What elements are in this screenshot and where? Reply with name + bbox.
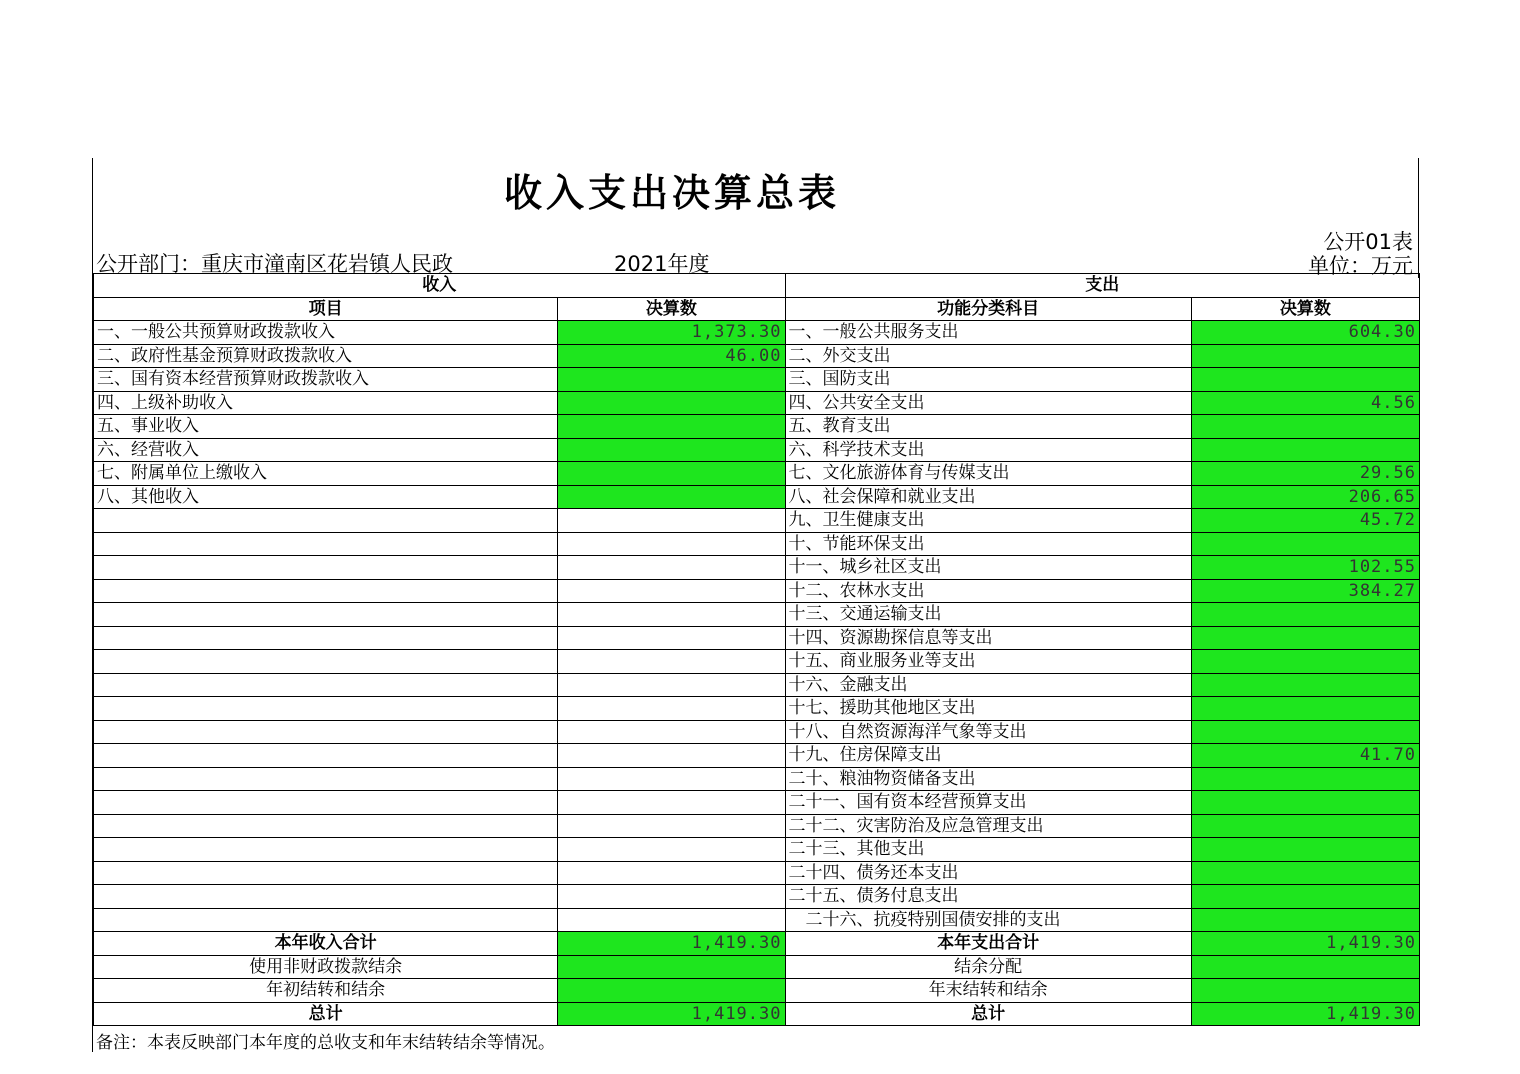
income-item [94, 767, 558, 791]
summary-expense-label: 结余分配 [785, 955, 1191, 979]
income-item: 六、经营收入 [94, 438, 558, 462]
expense-item: 二十二、灾害防治及应急管理支出 [785, 814, 1191, 838]
footnote: 备注：本表反映部门本年度的总收支和年末结转结余等情况。 [96, 1033, 555, 1053]
expense-item: 四、公共安全支出 [785, 391, 1191, 415]
summary-income-amount: 1,419.30 [558, 932, 785, 956]
income-amount [558, 861, 785, 885]
summary-expense-amount [1191, 979, 1419, 1003]
income-amount [558, 415, 785, 439]
expense-item: 一、一般公共服务支出 [785, 321, 1191, 345]
expense-item: 二十一、国有资本经营预算支出 [785, 791, 1191, 815]
table-row [94, 462, 1420, 486]
expense-amount [1191, 861, 1419, 885]
expense-item: 十六、金融支出 [785, 673, 1191, 697]
summary-income-label: 总计 [94, 1002, 558, 1026]
income-item [94, 885, 558, 909]
income-item [94, 603, 558, 627]
expense-amount [1191, 626, 1419, 650]
expense-item: 十二、农林水支出 [785, 579, 1191, 603]
summary-expense-amount: 1,419.30 [1191, 932, 1419, 956]
income-item [94, 744, 558, 768]
summary-income-label: 本年收入合计 [94, 932, 558, 956]
expense-header: 支出 [785, 274, 1420, 298]
expense-amount: 29.56 [1191, 462, 1419, 486]
income-header: 收入 [94, 274, 786, 298]
income-amount [558, 838, 785, 862]
expense-amount: 604.30 [1191, 321, 1419, 345]
income-amount [558, 908, 785, 932]
income-item: 三、国有资本经营预算财政拨款收入 [94, 368, 558, 392]
income-amount [558, 603, 785, 627]
income-amount [558, 744, 785, 768]
summary-income-amount [558, 979, 785, 1003]
income-amount [558, 791, 785, 815]
expense-item: 二十五、债务付息支出 [785, 885, 1191, 909]
income-amount [558, 509, 785, 533]
income-amount [558, 462, 785, 486]
expense-amount [1191, 532, 1419, 556]
table-row [94, 720, 1420, 744]
summary-expense-label: 总计 [785, 1002, 1191, 1026]
expense-amount [1191, 838, 1419, 862]
table-row [94, 532, 1420, 556]
income-item: 五、事业收入 [94, 415, 558, 439]
page-title: 收入支出决算总表 [503, 171, 840, 215]
income-item: 七、附属单位上缴收入 [94, 462, 558, 486]
income-amount [558, 438, 785, 462]
income-amount [558, 885, 785, 909]
income-amount [558, 391, 785, 415]
table-row [94, 556, 1420, 580]
expense-amount [1191, 368, 1419, 392]
expense-amount: 384.27 [1191, 579, 1419, 603]
income-amount [558, 532, 785, 556]
income-amount [558, 650, 785, 674]
income-item [94, 626, 558, 650]
expense-amount [1191, 697, 1419, 721]
table-row [94, 438, 1420, 462]
income-item [94, 509, 558, 533]
table-row [94, 344, 1420, 368]
expense-item: 七、文化旅游体育与传媒支出 [785, 462, 1191, 486]
income-amount [558, 579, 785, 603]
income-amount [558, 720, 785, 744]
expense-item: 十、节能环保支出 [785, 532, 1191, 556]
expense-amount [1191, 438, 1419, 462]
income-amount [558, 485, 785, 509]
table-row [94, 861, 1420, 885]
income-item [94, 791, 558, 815]
table-row [94, 744, 1420, 768]
income-item [94, 814, 558, 838]
summary-income-amount [558, 955, 785, 979]
summary-income-amount: 1,419.30 [558, 1002, 785, 1026]
expense-amount [1191, 415, 1419, 439]
summary-row [94, 955, 1420, 979]
table-row [94, 767, 1420, 791]
expense-item: 九、卫生健康支出 [785, 509, 1191, 533]
amount-header: 决算数 [558, 297, 785, 321]
expense-item: 十一、城乡社区支出 [785, 556, 1191, 580]
income-item [94, 720, 558, 744]
income-item [94, 579, 558, 603]
table-row [94, 321, 1420, 345]
income-item [94, 838, 558, 862]
table-row [94, 673, 1420, 697]
income-item [94, 556, 558, 580]
table-row [94, 650, 1420, 674]
expense-amount [1191, 720, 1419, 744]
expense-amount [1191, 603, 1419, 627]
expense-amount [1191, 767, 1419, 791]
budget-table [93, 273, 1420, 1026]
summary-expense-amount [1191, 955, 1419, 979]
expense-item: 二十、粮油物资储备支出 [785, 767, 1191, 791]
expense-item: 六、科学技术支出 [785, 438, 1191, 462]
table-row [94, 838, 1420, 862]
summary-row [94, 1002, 1420, 1026]
income-amount [558, 626, 785, 650]
func-item-header: 功能分类科目 [785, 297, 1191, 321]
table-row [94, 626, 1420, 650]
item-header: 项目 [94, 297, 558, 321]
expense-item: 十八、自然资源海洋气象等支出 [785, 720, 1191, 744]
table-row [94, 485, 1420, 509]
income-item [94, 908, 558, 932]
expense-item: 三、国防支出 [785, 368, 1191, 392]
income-item [94, 861, 558, 885]
expense-amount [1191, 344, 1419, 368]
expense-amount: 4.56 [1191, 391, 1419, 415]
summary-expense-amount: 1,419.30 [1191, 1002, 1419, 1026]
expense-amount [1191, 885, 1419, 909]
summary-row [94, 932, 1420, 956]
expense-item: 二十六、抗疫特别国债安排的支出 [785, 908, 1191, 932]
expense-amount [1191, 908, 1419, 932]
income-item: 八、其他收入 [94, 485, 558, 509]
expense-amount [1191, 791, 1419, 815]
income-amount [558, 556, 785, 580]
income-item: 二、政府性基金预算财政拨款收入 [94, 344, 558, 368]
table-row [94, 697, 1420, 721]
summary-expense-label: 本年支出合计 [785, 932, 1191, 956]
table-row [94, 368, 1420, 392]
income-amount [558, 368, 785, 392]
income-amount: 46.00 [558, 344, 785, 368]
expense-item: 十七、援助其他地区支出 [785, 697, 1191, 721]
expense-item: 五、教育支出 [785, 415, 1191, 439]
summary-row [94, 979, 1420, 1003]
table-row [94, 415, 1420, 439]
amount2-header: 决算数 [1191, 297, 1419, 321]
income-amount [558, 814, 785, 838]
expense-amount: 206.65 [1191, 485, 1419, 509]
table-number-label: 公开01表 [1323, 230, 1413, 254]
summary-income-label: 使用非财政拨款结余 [94, 955, 558, 979]
table-row [94, 391, 1420, 415]
expense-amount [1191, 814, 1419, 838]
table-row [94, 603, 1420, 627]
income-amount [558, 697, 785, 721]
income-item: 一、一般公共预算财政拨款收入 [94, 321, 558, 345]
expense-amount: 41.70 [1191, 744, 1419, 768]
table-row [94, 579, 1420, 603]
header-row-2 [94, 297, 1420, 321]
income-item [94, 532, 558, 556]
income-item [94, 697, 558, 721]
income-amount: 1,373.30 [558, 321, 785, 345]
summary-income-label: 年初结转和结余 [94, 979, 558, 1003]
expense-item: 二、外交支出 [785, 344, 1191, 368]
department-label: 公开部门：重庆市潼南区花岩镇人民政 [96, 252, 453, 276]
table-row [94, 791, 1420, 815]
unit-label: 单位：万元 [1308, 254, 1413, 278]
expense-amount [1191, 673, 1419, 697]
expense-item: 十四、资源勘探信息等支出 [785, 626, 1191, 650]
expense-item: 二十四、债务还本支出 [785, 861, 1191, 885]
expense-amount: 102.55 [1191, 556, 1419, 580]
table-row [94, 814, 1420, 838]
expense-item: 十三、交通运输支出 [785, 603, 1191, 627]
expense-amount: 45.72 [1191, 509, 1419, 533]
expense-item: 十五、商业服务业等支出 [785, 650, 1191, 674]
summary-expense-label: 年末结转和结余 [785, 979, 1191, 1003]
income-item: 四、上级补助收入 [94, 391, 558, 415]
table-row [94, 908, 1420, 932]
year-label: 2021年度 [614, 252, 710, 276]
table-row [94, 885, 1420, 909]
income-amount [558, 673, 785, 697]
income-item [94, 673, 558, 697]
income-item [94, 650, 558, 674]
expense-item: 十九、住房保障支出 [785, 744, 1191, 768]
expense-item: 二十三、其他支出 [785, 838, 1191, 862]
table-row [94, 509, 1420, 533]
expense-amount [1191, 650, 1419, 674]
income-amount [558, 767, 785, 791]
expense-item: 八、社会保障和就业支出 [785, 485, 1191, 509]
header-row-1 [94, 274, 1420, 298]
